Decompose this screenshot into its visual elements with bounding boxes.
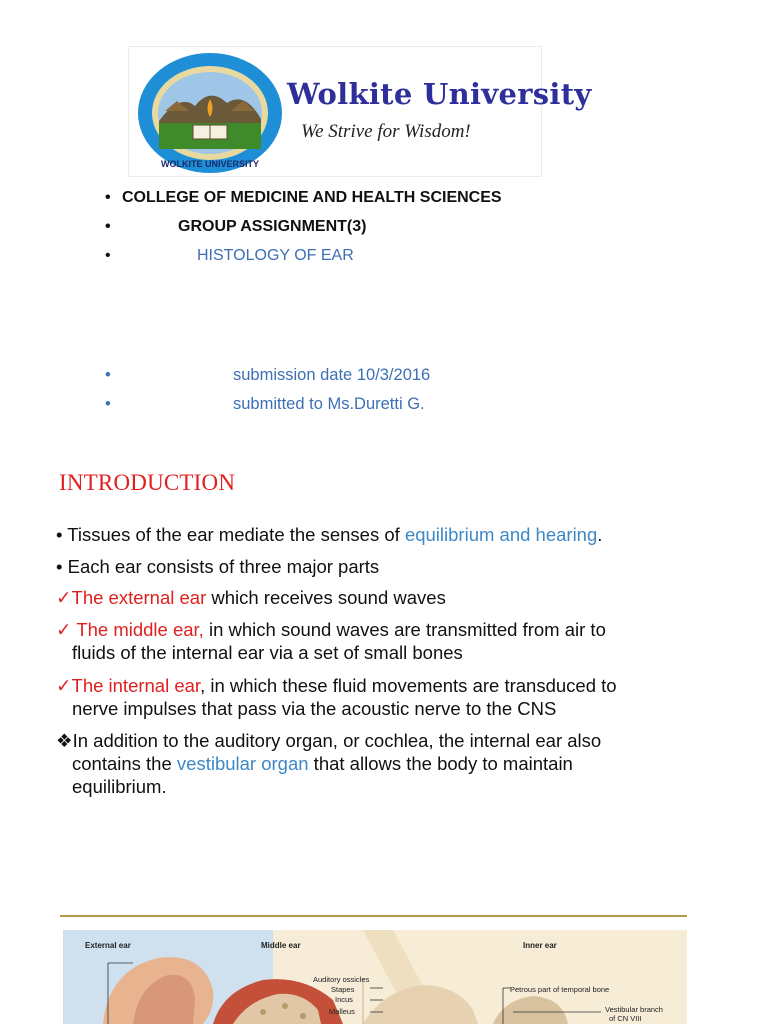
figure-label-inner: Inner ear: [523, 941, 557, 950]
text-span: , in which these fluid movements are transduced to: [200, 675, 617, 696]
submitted-to: submitted to Ms.Duretti G.: [233, 395, 425, 413]
ear-anatomy-illustration: [63, 930, 687, 1024]
text-span: which receives sound waves: [206, 587, 446, 608]
figure-label-external: External ear: [85, 941, 131, 950]
checkmark-icon: ✓: [56, 675, 72, 696]
text-span: Each ear consists of three major parts: [67, 556, 380, 577]
college-name: COLLEGE OF MEDICINE AND HEALTH SCIENCES: [122, 189, 502, 206]
seal-text: WOLKITE UNIVERSITY: [160, 159, 260, 169]
text-span: contains the: [72, 753, 177, 774]
ear-anatomy-figure: [63, 930, 687, 1024]
university-logo-banner: [128, 46, 592, 177]
figure-label-cn-viii: of CN VIII: [609, 1014, 642, 1023]
university-name: Wolkite University: [287, 77, 592, 111]
university-motto: We Strive for Wisdom!: [301, 121, 471, 142]
internal-ear-label: The internal ear: [71, 675, 201, 696]
figure-label-middle: Middle ear: [261, 941, 301, 950]
text-span: nerve impulses that pass via the acoustic nerve to the CNS: [72, 698, 557, 719]
middle-ear-item: [56, 618, 716, 664]
text-span: equilibrium.: [72, 776, 167, 797]
bullet-icon: •: [105, 395, 111, 413]
text-span: that allows the body to maintain: [308, 753, 573, 774]
page-divider: [60, 915, 687, 917]
external-ear-label: The external ear: [71, 587, 207, 608]
equilibrium-hearing-link: equilibrium and hearing: [404, 524, 598, 545]
figure-label-ossicles: Auditory ossicles: [313, 975, 370, 984]
figure-label-incus: Incus: [335, 995, 353, 1004]
checkmark-icon: ✓: [56, 587, 72, 608]
bullet-icon: •: [56, 556, 68, 577]
text-span: fluids of the internal ear via a set of small bones: [72, 642, 463, 663]
text-span: .: [597, 524, 603, 545]
text-span: In addition to the auditory organ, or cochlea, the internal ear also: [72, 730, 602, 751]
bullet-icon: •: [105, 189, 111, 206]
bullet-icon: •: [105, 218, 111, 235]
figure-label-stapes: Stapes: [331, 985, 355, 994]
diamond-bullet-icon: ❖: [56, 730, 73, 751]
topic-title: HISTOLOGY OF EAR: [197, 247, 354, 264]
checkmark-icon: ✓: [56, 619, 77, 640]
text-span: in which sound waves are transmitted from air to: [203, 619, 606, 640]
internal-ear-item: [56, 674, 716, 720]
university-seal-icon: [135, 51, 285, 175]
bullet-icon: •: [56, 524, 68, 545]
submission-date: submission date 10/3/2016: [233, 366, 431, 384]
intro-paragraph-parts: [56, 555, 716, 578]
text-span: Tissues of the ear mediate the senses of: [67, 524, 405, 545]
figure-label-malleus: Malleus: [329, 1007, 355, 1016]
vestibular-item: [56, 729, 716, 798]
figure-label-vestibular-branch: Vestibular branch: [605, 1005, 663, 1014]
bullet-icon: •: [105, 366, 111, 384]
intro-paragraph-senses: [56, 523, 716, 546]
introduction-heading: INTRODUCTION: [59, 470, 236, 495]
assignment-title: GROUP ASSIGNMENT(3): [178, 218, 367, 235]
middle-ear-label: The middle ear,: [76, 619, 204, 640]
bullet-icon: •: [105, 247, 111, 264]
vestibular-organ-link: vestibular organ: [176, 753, 309, 774]
figure-label-petrous: Petrous part of temporal bone: [510, 985, 610, 994]
external-ear-item: [56, 586, 716, 609]
